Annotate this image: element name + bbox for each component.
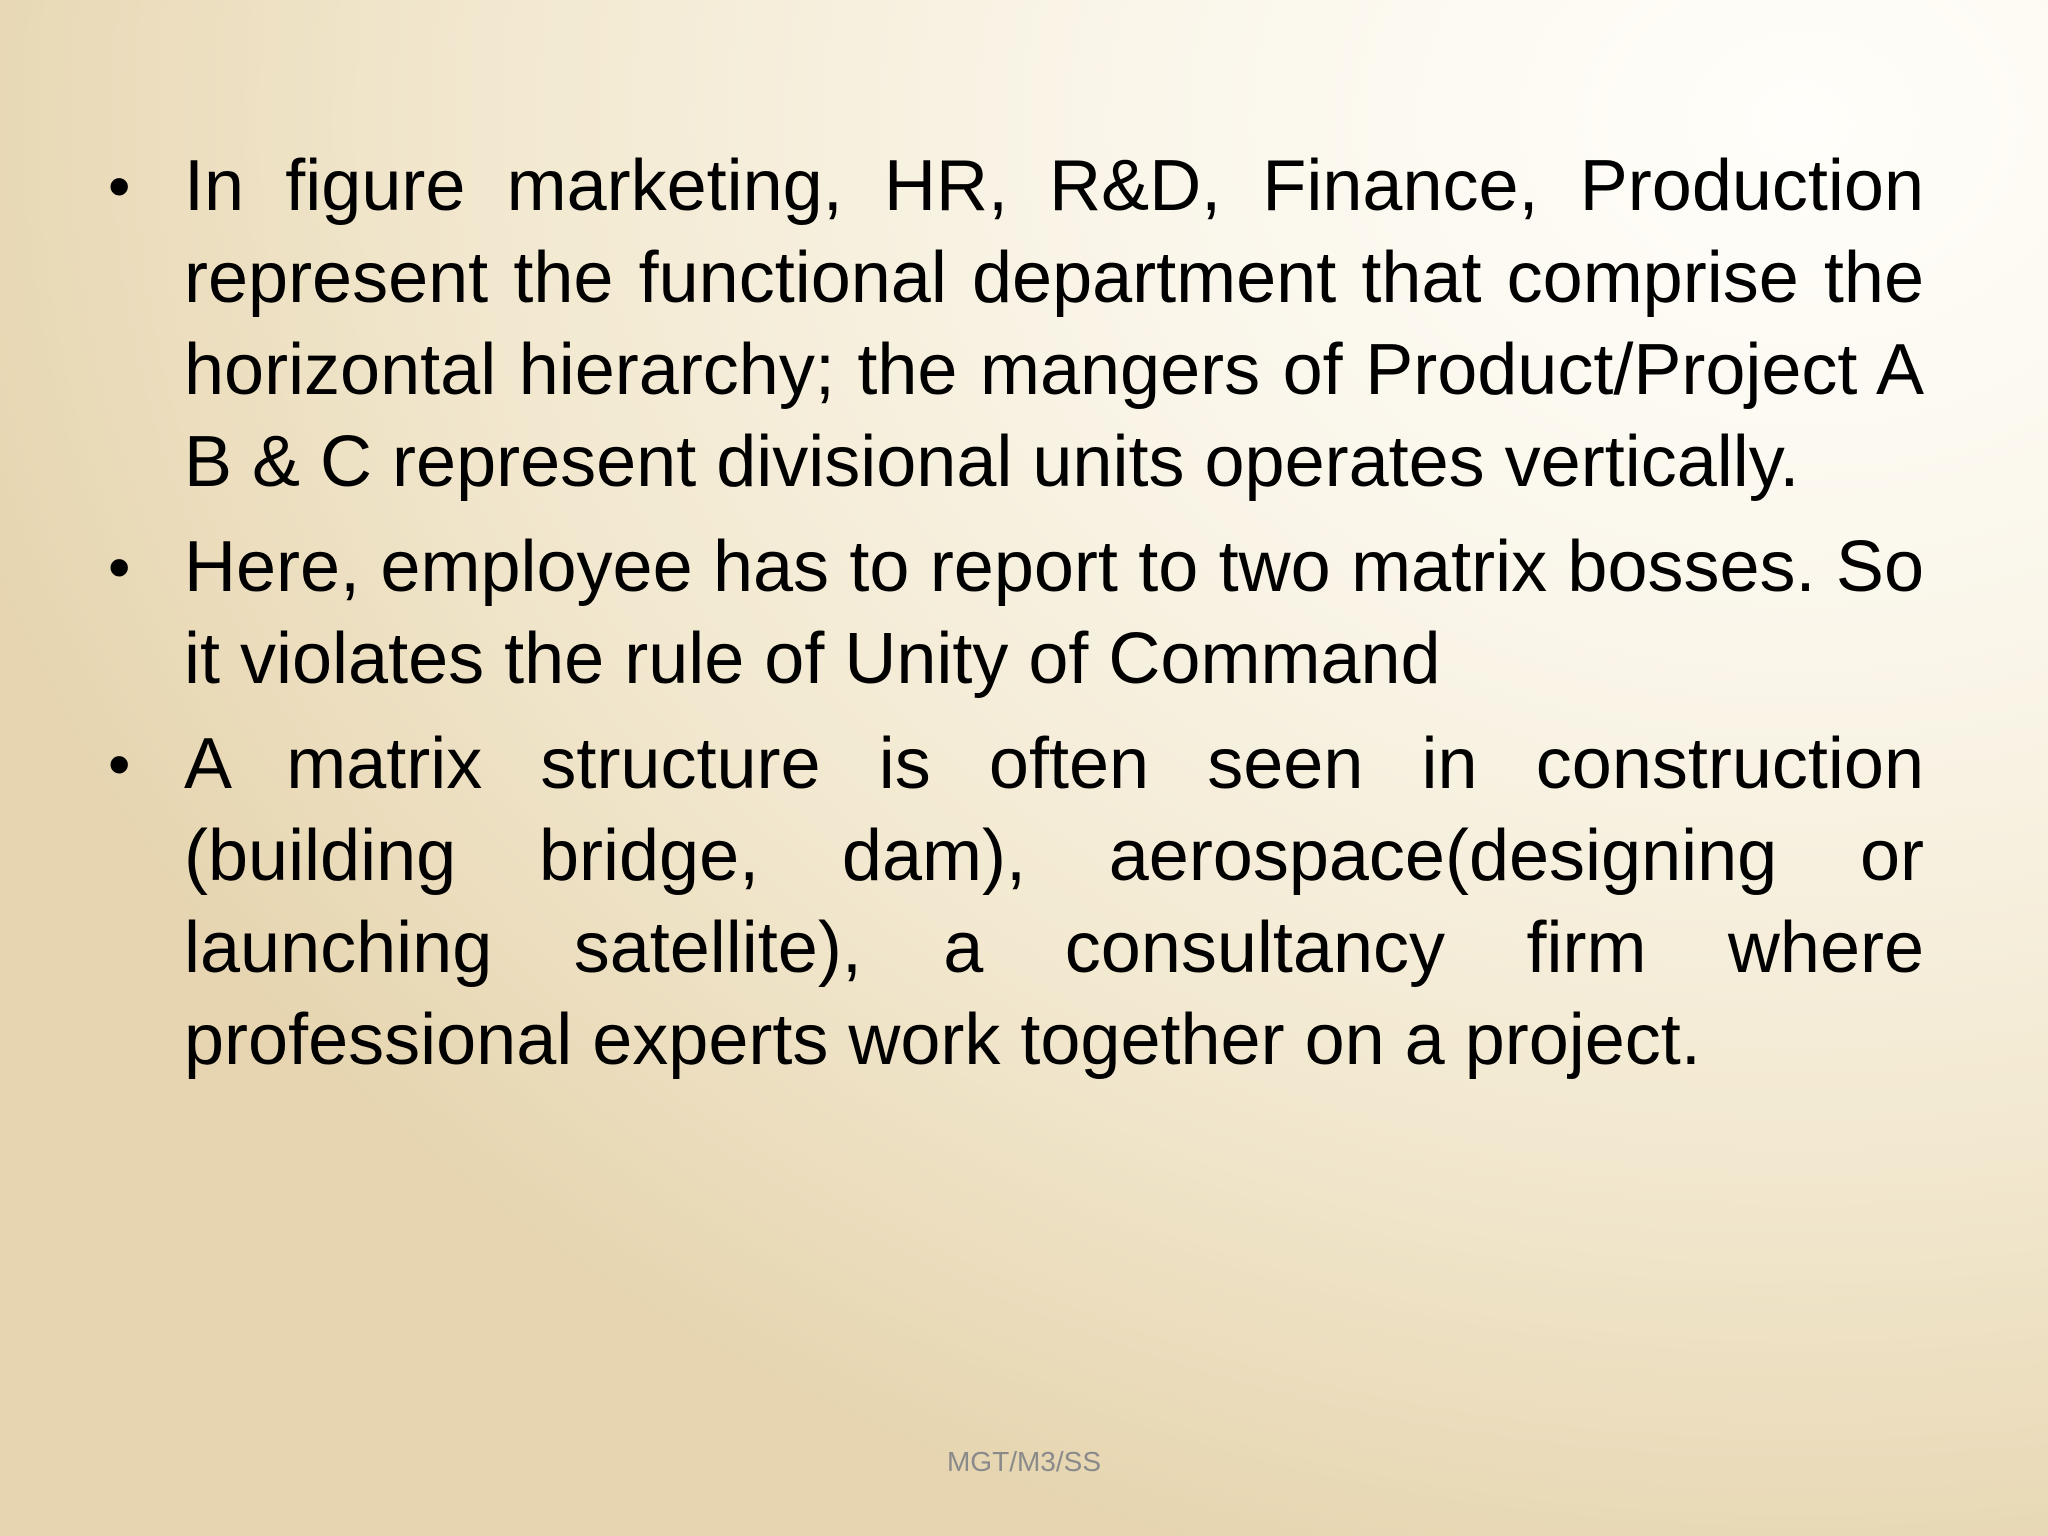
bullet-text: In figure marketing, HR, R&D, Finance, Production represent the functional department that comprise the horizontal hierarchy; the mangers of Product/Project A B & C represent divisional units operates vertically. — [184, 146, 1924, 502]
bullet-list — [108, 140, 1924, 1099]
bullet-marker: • — [108, 728, 131, 800]
bullet-item — [108, 521, 1924, 705]
bullet-marker: • — [108, 531, 131, 603]
bullet-item — [108, 140, 1924, 508]
slide-footer: MGT/M3/SS — [946, 1446, 1101, 1477]
bullet-text: A matrix structure is often seen in construction (building bridge, dam), aerospace(designing or launching satellite), a consultancy firm where professional experts work together on a project. — [184, 724, 1924, 1080]
bullet-marker: • — [108, 150, 131, 222]
bullet-item — [108, 718, 1924, 1086]
bullet-text: Here, employee has to report to two matrix bosses. So it violates the rule of Unity of Command — [184, 527, 1924, 699]
